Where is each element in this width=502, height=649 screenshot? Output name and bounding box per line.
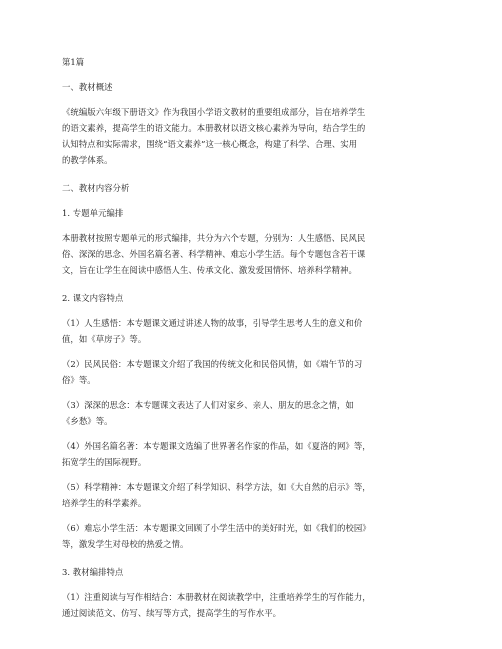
list-item-features-1 [62,589,442,621]
text-line: 俗》等。 [62,375,96,385]
text-line: 本册教材按照专题单元的形式编排，共分为六个专题，分别为：人生感悟、民风民 [62,233,366,243]
text-line: （1）注重阅读与写作相结合：本册教材在阅读教学中，注重培养学生的写作能力， [62,592,371,602]
text-line: 培养学生的科学素养。 [62,498,147,508]
text-line: 值，如《草房子》等。 [62,334,147,344]
section-title-analysis: 二、教材内容分析 [62,183,130,193]
text-line: （3）深深的思念：本专题课文表达了人们对家乡、亲人、朋友的思念之情，如 [62,400,354,410]
text-line: （4）外国名篇名著：本专题课文选编了世界著名作家的作品，如《夏洛的网》等， [62,441,371,451]
paragraph-intro [62,104,442,168]
section-title-overview: 一、教材概述 [62,82,113,92]
text-line: 的教学体系。 [62,155,113,165]
text-line: （6）难忘小学生活：本专题课文回顾了小学生活中的美好时光，如《我们的校园》 [62,523,371,533]
document-page [62,54,442,621]
text-line: （2）民风民俗：本专题课文介绍了我国的传统文化和民俗风情，如《端午节的习 [62,359,363,369]
text-line: （1）人生感悟：本专题课文通过讲述人物的故事，引导学生思考人生的意义和价 [62,318,363,328]
list-item-3 [62,397,442,429]
text-line: 《乡愁》等。 [62,416,113,426]
subsection-title-units: 1. 专题单元编排 [62,208,124,218]
text-line: 《统编版六年级下册语文》作为我国小学语文教材的重要组成部分，旨在培养学生 [62,107,366,117]
list-item-5 [62,479,442,511]
list-item-2 [62,356,442,388]
list-item-1 [62,315,442,347]
text-line: 的语文素养，提高学生的语文能力。本册教材以语文核心素养为导向，结合学生的 [62,123,366,133]
text-line: （5）科学精神：本专题课文介绍了科学知识、科学方法，如《大自然的启示》等， [62,482,371,492]
list-item-6 [62,520,442,552]
text-line: 等，激发学生对母校的热爱之情。 [62,539,189,549]
text-line: 通过阅读范文、仿写、续写等方式，提高学生的写作水平。 [62,608,282,618]
subsection-title-features: 3. 教材编排特点 [62,567,124,577]
paragraph-units [62,230,442,278]
text-line: 文，旨在让学生在阅读中感悟人生、传承文化、激发爱国情怀、培养科学精神。 [62,265,357,275]
text-line: 认知特点和实际需求，围绕“语文素养”这一核心概念，构建了科学、合理、实用 [62,139,358,149]
subsection-title-content: 2. 课文内容特点 [62,293,124,303]
document-header: 第1篇 [62,57,85,67]
list-item-4 [62,438,442,470]
text-line: 俗、深深的思念、外国名篇名著、科学精神、难忘小学生活。每个专题包含若干课 [62,249,366,259]
text-line: 拓宽学生的国际视野。 [62,457,147,467]
